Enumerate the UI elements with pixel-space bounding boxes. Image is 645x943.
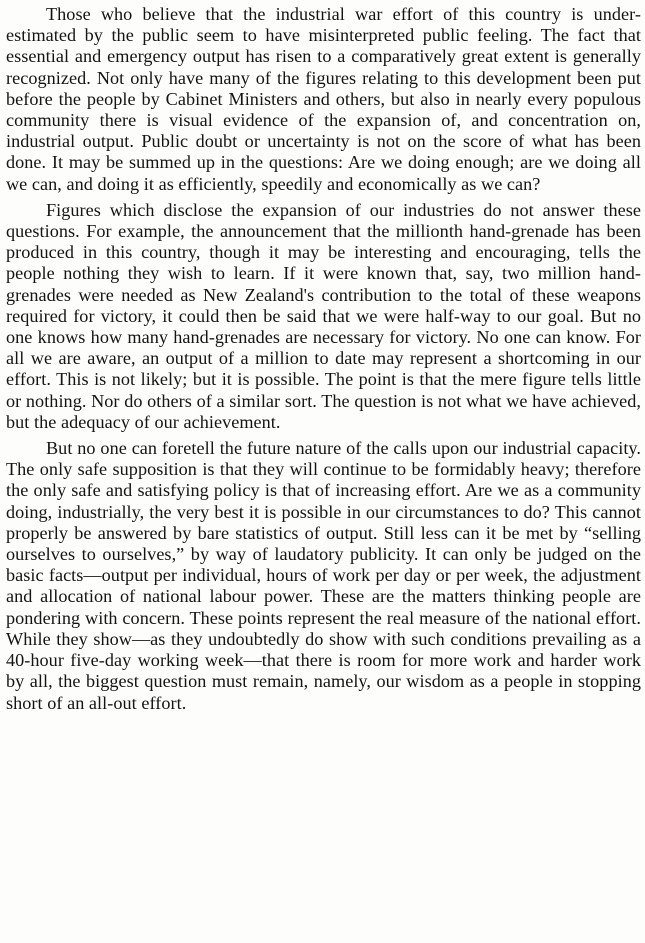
paragraph-1: Those who believe that the industrial war effort of this country is under-estimated by the public seem to have misinterpreted public feeling. The fact that essential and emergency output has risen to a comparatively great extent is generally recognized. Not only have many of the figures relating to this development been put before the people by Cabinet Ministers and others, but also in nearly every populous community there is visual evidence of the expansion of, and concentration on, industrial output. Public doubt or uncertainty is not on the score of what has been done. It may be summed up in the questions: Are we doing enough; are we doing all we can, and doing it as efficiently, speedily and economically as we can? (6, 4, 641, 194)
paragraph-3: But no one can foretell the future nature of the calls upon our industrial capacity. The only safe supposition is that they will continue to be formidably heavy; therefore the only safe and satisfying policy is that of increasing effort. Are we as a community doing, industrially, the very best it is possible in our circumstances to do? This cannot properly be answered by bare statistics of output. Still less can it be met by “selling ourselves to ourselves,” by way of laudatory publicity. It can only be judged on the basic facts—output per individual, hours of work per day or per week, the adjustment and allocation of national labour power. These are the matters thinking people are pondering with concern. These points represent the real measure of the national effort. While they show—as they undoubtedly do show with such conditions prevailing as a 40-hour five-day working week—that there is room for more work and harder work by all, the biggest question must remain, namely, our wisdom as a people in stopping short of an all-out effort. (6, 438, 641, 713)
paragraph-2: Figures which disclose the expansion of our industries do not answer these questions. For example, the announcement that the millionth hand-grenade has been produced in this country, though it may be interesting and encouraging, tells the people nothing they wish to learn. If it were known that, say, two million hand-grenades were needed as New Zealand's contribution to the total of these weapons required for victory, it could then be said that we were half-way to our goal. But no one knows how many hand-grenades are necessary for victory. No one can know. For all we are aware, an output of a million to date may represent a shortcoming in our effort. This is not likely; but it is possible. The point is that the mere figure tells little or nothing. Nor do others of a similar sort. The question is not what we have achieved, but the adequacy of our achievement. (6, 199, 641, 432)
